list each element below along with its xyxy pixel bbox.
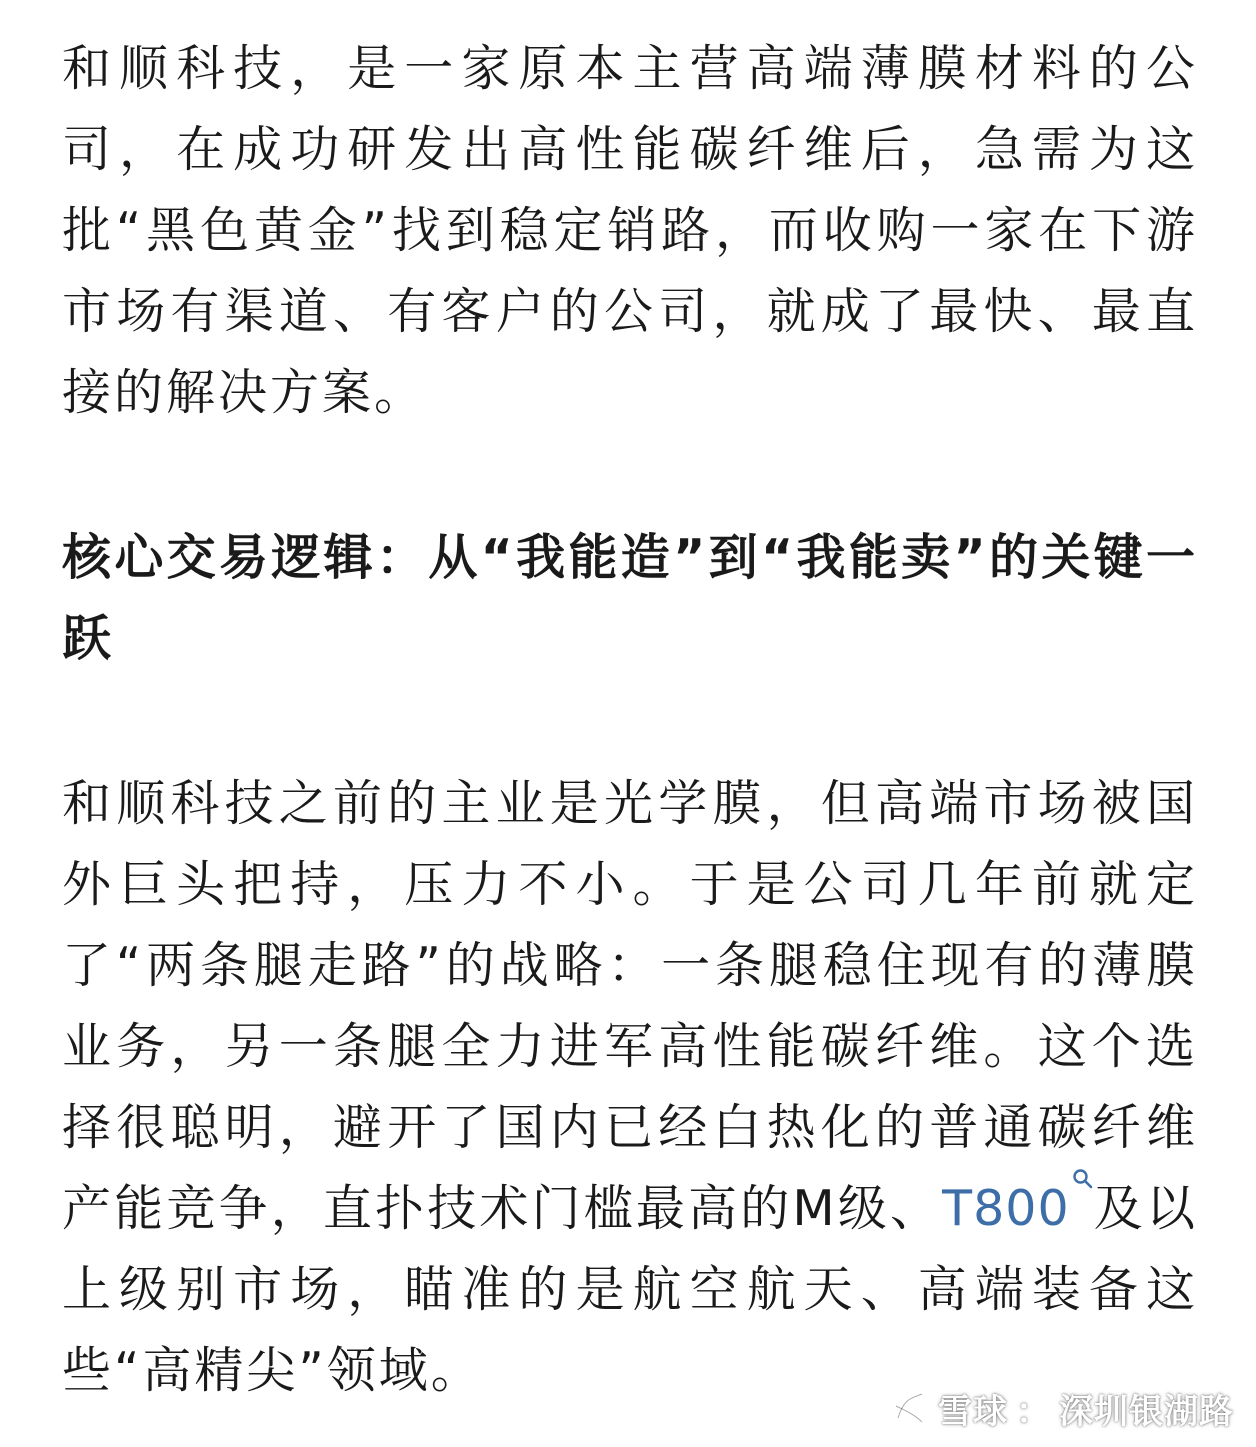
watermark-author: 深圳银湖路 xyxy=(1059,1391,1234,1432)
snowball-logo-icon xyxy=(890,1388,930,1428)
article-body xyxy=(62,28,1198,1411)
stock-link-t800[interactable] xyxy=(942,1180,1093,1237)
section-heading: 核心交易逻辑：从“我能造”到“我能卖”的关键一跃 xyxy=(62,529,1198,667)
paragraph-strategy-text-before: 和顺科技之前的主业是光学膜，但高端市场被国外巨头把持，压力不小。于是公司几年前就定了“两条腿走路”的战略：一条腿稳住现有的薄膜业务，另一条腿全力进军高性能碳纤维。这个选择很聪明，避开了国内已经白热化的普通碳纤维产能竞争，直扑技术门槛最高的M级、 xyxy=(62,775,1198,1237)
watermark xyxy=(890,1380,1234,1436)
paragraph-strategy-text-after: 及以上级别市场，瞄准的是航空航天、高端装备这些“高精尖”领域。 xyxy=(62,1180,1198,1399)
stock-link-label: T800 xyxy=(942,1180,1070,1237)
watermark-brand: 雪球 xyxy=(938,1391,1008,1432)
paragraph-intro: 和顺科技，是一家原本主营高端薄膜材料的公司，在成功研发出高性能碳纤维后，急需为这批“黑色黄金”找到稳定销路，而收购一家在下游市场有渠道、有客户的公司，就成了最快、最直接的解决方案。 xyxy=(62,40,1198,421)
watermark-separator: ： xyxy=(1016,1391,1051,1432)
search-icon[interactable] xyxy=(1070,1168,1094,1208)
paragraph-strategy xyxy=(62,763,1198,1411)
